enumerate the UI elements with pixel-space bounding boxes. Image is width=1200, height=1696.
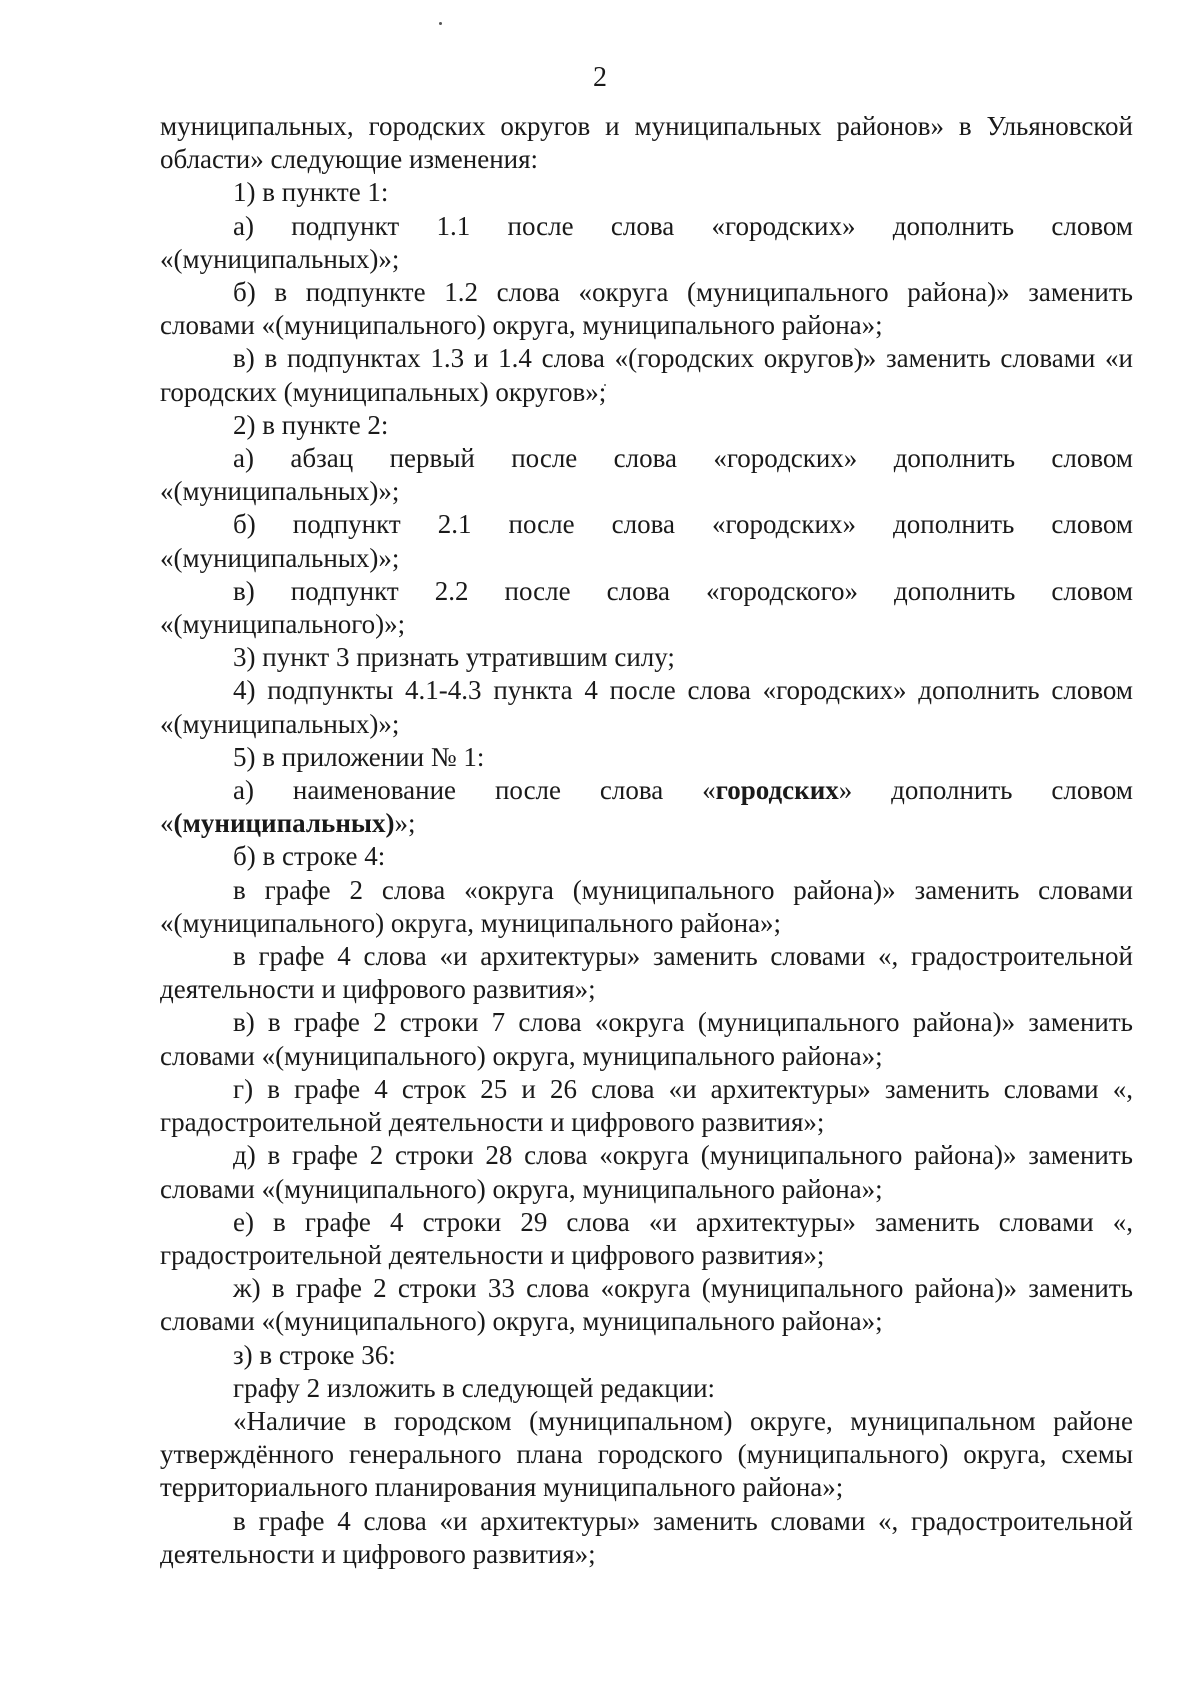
text-run: 5) в приложении № 1: — [233, 741, 485, 772]
text-run: б) в подпункте 1.2 слова «округа (муниципального района)» заменить словами «(муниципального) округа, муниципального района»; — [160, 277, 1133, 341]
paragraph — [160, 276, 1133, 342]
text-run: а) абзац первый после слова «городских» дополнить словом «(муниципальных)»; — [160, 443, 1133, 507]
document-body — [160, 110, 1133, 1571]
text-run: а) подпункт 1.1 после слова «городских» дополнить словом «(муниципальных)»; — [160, 210, 1133, 274]
text-run: в графе 4 слова «и архитектуры» заменить словами «, градостроительной деятельности и цифрового развития»; — [160, 941, 1133, 1005]
paragraph — [160, 409, 1133, 442]
text-run: 3) пункт 3 признать утратившим силу; — [233, 642, 675, 673]
paragraph — [160, 110, 1133, 176]
paragraph — [160, 1272, 1133, 1338]
text-run: а) наименование после слова « — [233, 775, 716, 806]
text-run: в) подпункт 2.2 после слова «городского» дополнить словом «(муниципального)»; — [160, 575, 1133, 640]
text-run: д) в графе 2 строки 28 слова «округа (муниципального района)» заменить словами «(муниципального) округа, муниципального района»; — [160, 1140, 1133, 1204]
text-run: в графе 4 слова «и архитектуры» заменить словами «, градостроительной деятельности и цифрового развития»; — [160, 1505, 1133, 1569]
text-run: муниципальных, городских округов и муниципальных районов» в Ульяновской области» следующие изменения: — [160, 111, 1133, 175]
paragraph — [160, 210, 1133, 276]
paragraph — [160, 1405, 1133, 1505]
paragraph — [160, 442, 1133, 508]
paragraph — [160, 176, 1133, 209]
text-run: графу 2 изложить в следующей редакции: — [233, 1372, 716, 1403]
paragraph — [160, 1372, 1133, 1405]
text-run: б) в строке 4: — [233, 841, 386, 872]
text-run: е) в графе 4 строки 29 слова «и архитектуры» заменить словами «, градостроительной деятельности и цифрового развития»; — [160, 1206, 1133, 1270]
paragraph — [160, 741, 1133, 774]
text-run: 2) в пункте 2: — [233, 409, 389, 440]
text-run: з) в строке 36: — [233, 1339, 396, 1370]
text-run: в) в графе 2 строки 7 слова «округа (муниципального района)» заменить словами «(муниципального) округа, муниципального района»; — [160, 1007, 1133, 1071]
paragraph — [160, 874, 1133, 940]
text-run: 4) подпункты 4.1-4.3 пункта 4 после слова «городских» дополнить словом «(муниципальных)»; — [160, 675, 1133, 739]
text-run: »; — [394, 808, 416, 839]
bold-text: (муниципальных) — [173, 808, 395, 839]
paragraph — [160, 840, 1133, 873]
paragraph — [160, 1139, 1133, 1205]
text-run: в графе 2 слова «округа (муниципального района)» заменить словами «(муниципального) округа, муниципального района»; — [160, 874, 1133, 938]
scan-speck — [439, 22, 442, 25]
text-run: 1) в пункте 1: — [233, 177, 389, 208]
paragraph — [160, 674, 1133, 740]
paragraph — [160, 940, 1133, 1006]
paragraph — [160, 1505, 1133, 1571]
text-run: б) подпункт 2.1 после слова «городских» дополнить словом «(муниципальных)»; — [160, 509, 1133, 573]
bold-text: городских — [715, 775, 839, 806]
paragraph — [160, 1073, 1133, 1139]
page-number: 2 — [593, 62, 607, 93]
paragraph — [160, 1339, 1133, 1372]
text-run: ж) в графе 2 строки 33 слова «округа (муниципального района)» заменить словами «(муниципального) округа, муниципального района»; — [160, 1273, 1133, 1337]
paragraph — [160, 774, 1133, 840]
text-run: г) в графе 4 строк 25 и 26 слова «и архитектуры» заменить словами «, градостроительной деятельности и цифрового развития»; — [160, 1073, 1133, 1138]
paragraph — [160, 575, 1133, 641]
text-run: «Наличие в городском (муниципальном) округе, муниципальном районе утверждённого генерального плана городского (муниципального) округа, схемы территориального планирования муниципального района»; — [160, 1405, 1133, 1503]
paragraph — [160, 508, 1133, 574]
paragraph — [160, 342, 1133, 408]
paragraph — [160, 1206, 1133, 1272]
text-run: » дополнить словом « — [160, 775, 1133, 839]
text-run: в) в подпунктах 1.3 и 1.4 слова «(городских округов)» заменить словами «и городских (муниципальных) округов»; — [160, 343, 1133, 407]
paragraph — [160, 1006, 1133, 1072]
paragraph — [160, 641, 1133, 674]
